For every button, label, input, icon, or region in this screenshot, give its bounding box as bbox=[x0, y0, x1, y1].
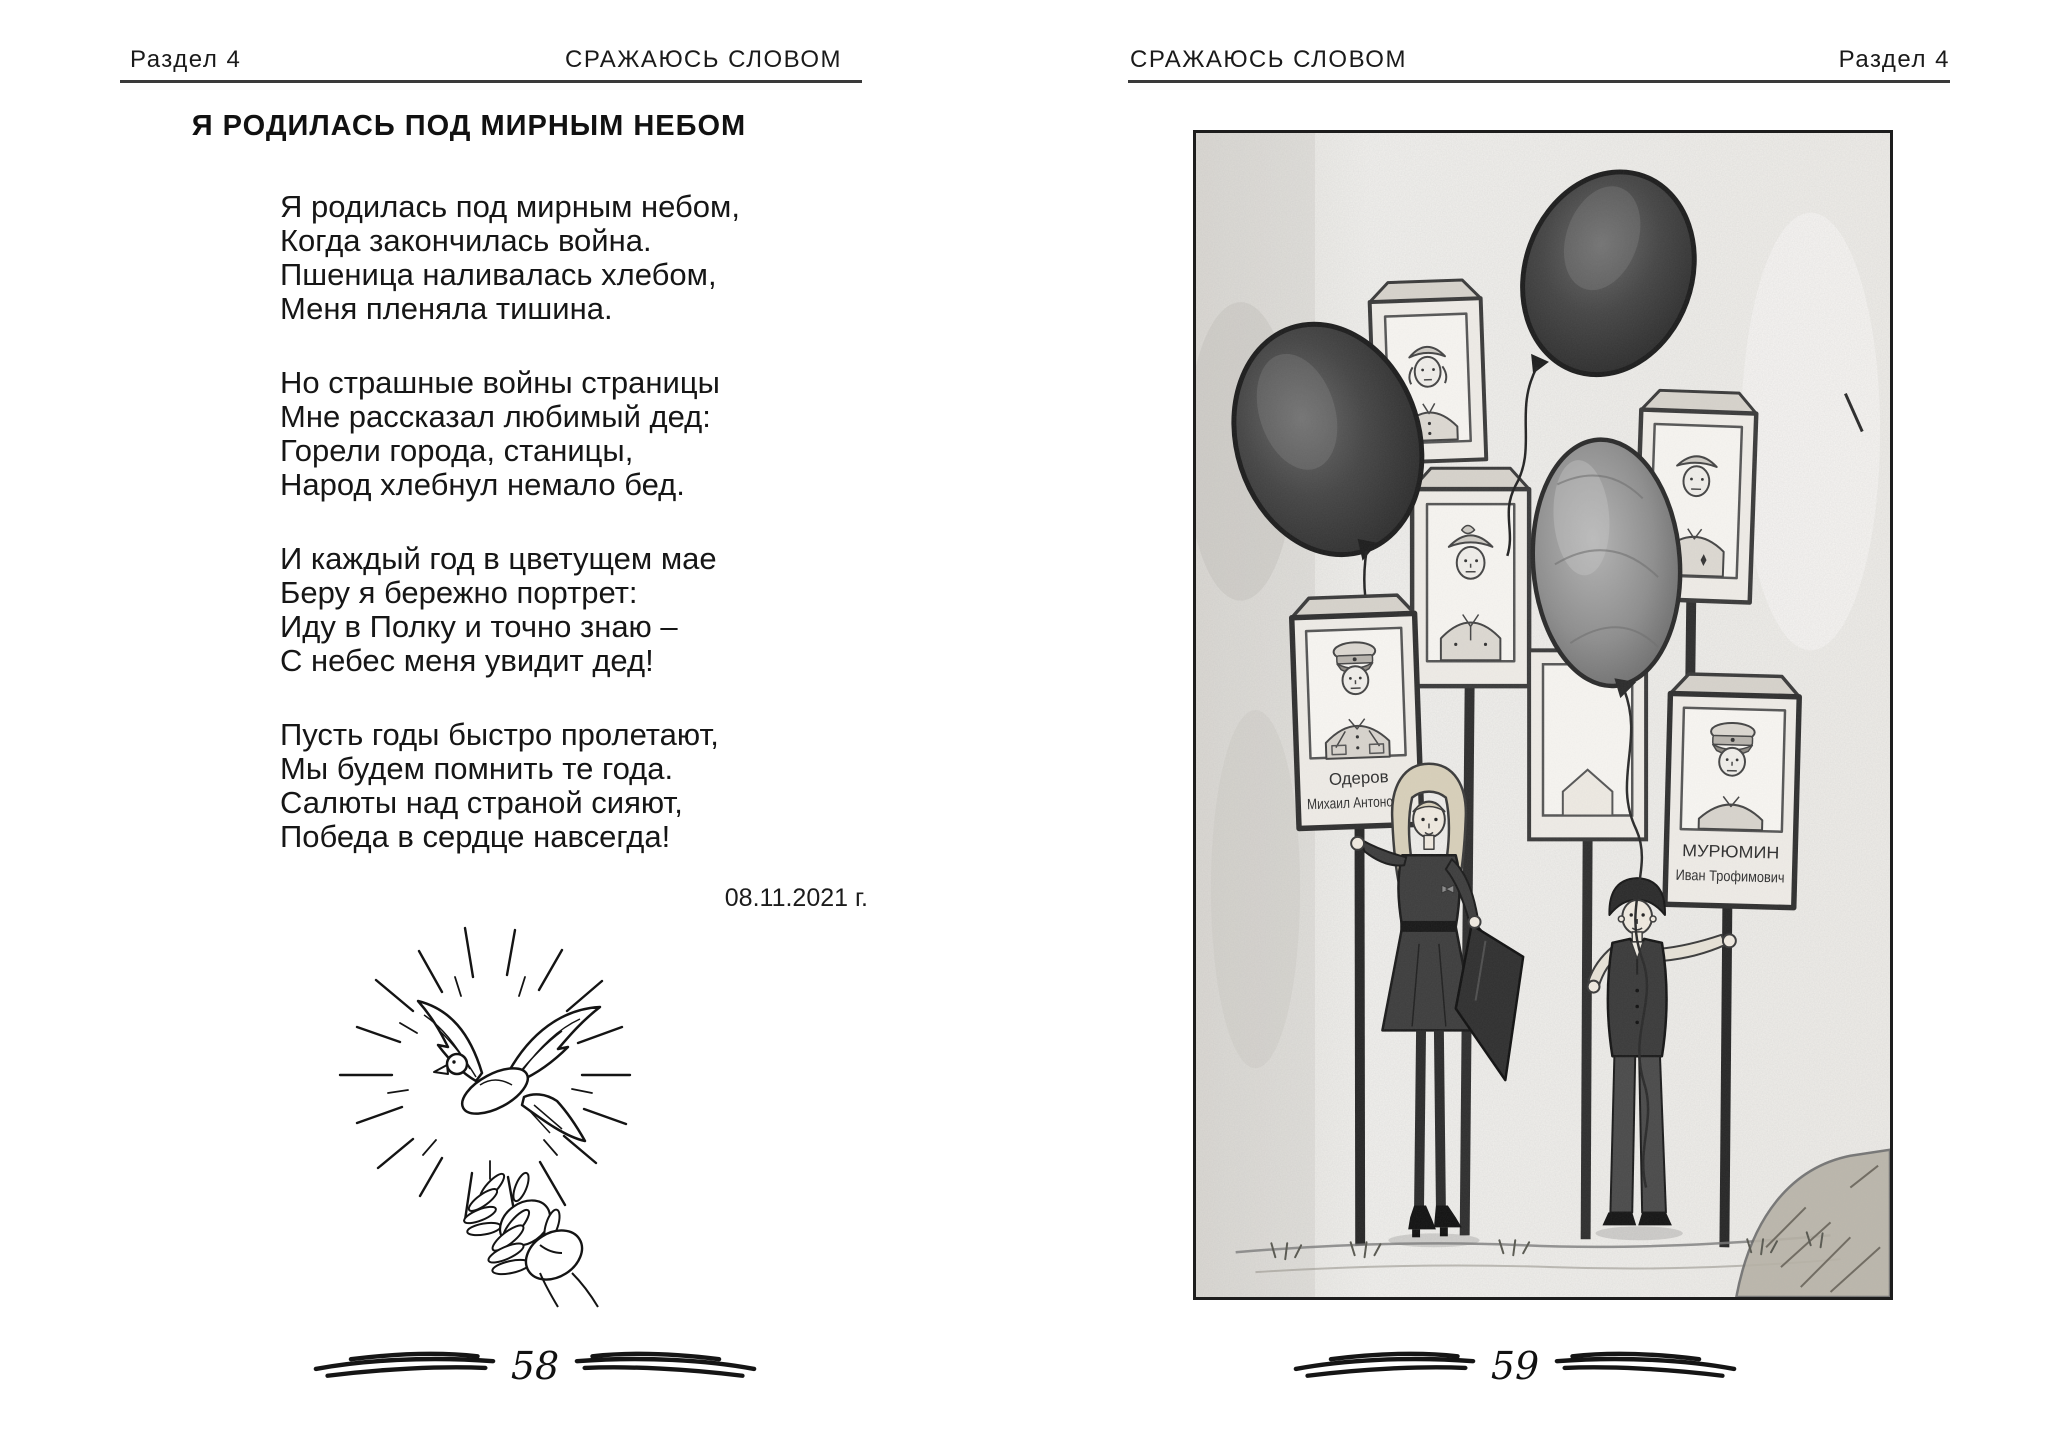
grain-overlay bbox=[1196, 133, 1890, 1297]
dove-illustration bbox=[300, 925, 680, 1310]
left-page-footer bbox=[285, 1338, 785, 1394]
placard-label-muryumin-line1: МУРЮМИН bbox=[1681, 840, 1774, 863]
drawing-canvas bbox=[1196, 133, 1890, 1297]
poem-line: Пусть годы быстро пролетают, bbox=[280, 717, 719, 752]
page-number: 58 bbox=[510, 1344, 560, 1388]
poem-line: Салюты над страной сияют, bbox=[280, 785, 683, 820]
open-hands bbox=[462, 1171, 598, 1307]
poem-line: Меня пленяла тишина. bbox=[280, 291, 613, 326]
footer-flourish-right bbox=[1553, 1348, 1738, 1384]
placard-label-oderov-line2: Михаил Антонович bbox=[1306, 792, 1439, 814]
running-title: СРАЖАЮСЬ СЛОВОМ bbox=[1130, 46, 1407, 73]
page-number: 59 bbox=[1490, 1344, 1540, 1388]
poem-line: Мы будем помнить те года. bbox=[280, 751, 674, 786]
placard-label-muryumin-line2: Иван Трофимович bbox=[1675, 867, 1803, 888]
running-title: СРАЖАЮСЬ СЛОВОМ bbox=[565, 46, 842, 73]
right-page-footer bbox=[1265, 1338, 1765, 1394]
section-label: Раздел 4 bbox=[130, 46, 242, 73]
poem-line: Когда закончилась война. bbox=[280, 223, 652, 258]
poem-line: Но страшные войны страницы bbox=[280, 365, 720, 400]
header-rule bbox=[1128, 80, 1950, 83]
poem-title: Я РОДИЛАСЬ ПОД МИРНЫМ НЕБОМ bbox=[191, 110, 747, 142]
poem-date: 08.11.2021 г. bbox=[724, 884, 868, 912]
dove bbox=[418, 1001, 600, 1141]
poem-line: Я родилась под мирным небом, bbox=[280, 189, 740, 224]
placard-label-oderov-line1: Одеров bbox=[1328, 767, 1389, 790]
stanza bbox=[280, 542, 740, 678]
poem-line: Народ хлебнул немало бед. bbox=[280, 467, 685, 502]
stanza bbox=[280, 718, 740, 854]
poem-line: Иду в Полку и точно знаю – bbox=[280, 609, 678, 644]
poem-line: Беру я бережно портрет: bbox=[280, 575, 638, 610]
child-drawing bbox=[1193, 130, 1893, 1300]
poem-line: Пшеница наливалась хлебом, bbox=[280, 257, 717, 292]
footer-flourish-left bbox=[312, 1348, 497, 1384]
poem-line: Мне рассказал любимый дед: bbox=[280, 399, 711, 434]
poem-line: С небес меня увидит дед! bbox=[280, 643, 654, 678]
footer-flourish-right bbox=[573, 1348, 758, 1384]
section-label: Раздел 4 bbox=[1838, 46, 1950, 73]
poem-line: Горели города, станицы, bbox=[280, 433, 634, 468]
header-rule bbox=[120, 80, 862, 83]
poem bbox=[280, 190, 740, 894]
stanza bbox=[280, 366, 740, 502]
poem-line: И каждый год в цветущем мае bbox=[280, 541, 717, 576]
poem-line: Победа в сердце навсегда! bbox=[280, 819, 671, 854]
footer-flourish-left bbox=[1292, 1348, 1477, 1384]
ray-burst bbox=[340, 928, 630, 1222]
right-page-header bbox=[1130, 46, 1950, 74]
left-page-header bbox=[130, 46, 842, 74]
stanza bbox=[280, 190, 740, 326]
